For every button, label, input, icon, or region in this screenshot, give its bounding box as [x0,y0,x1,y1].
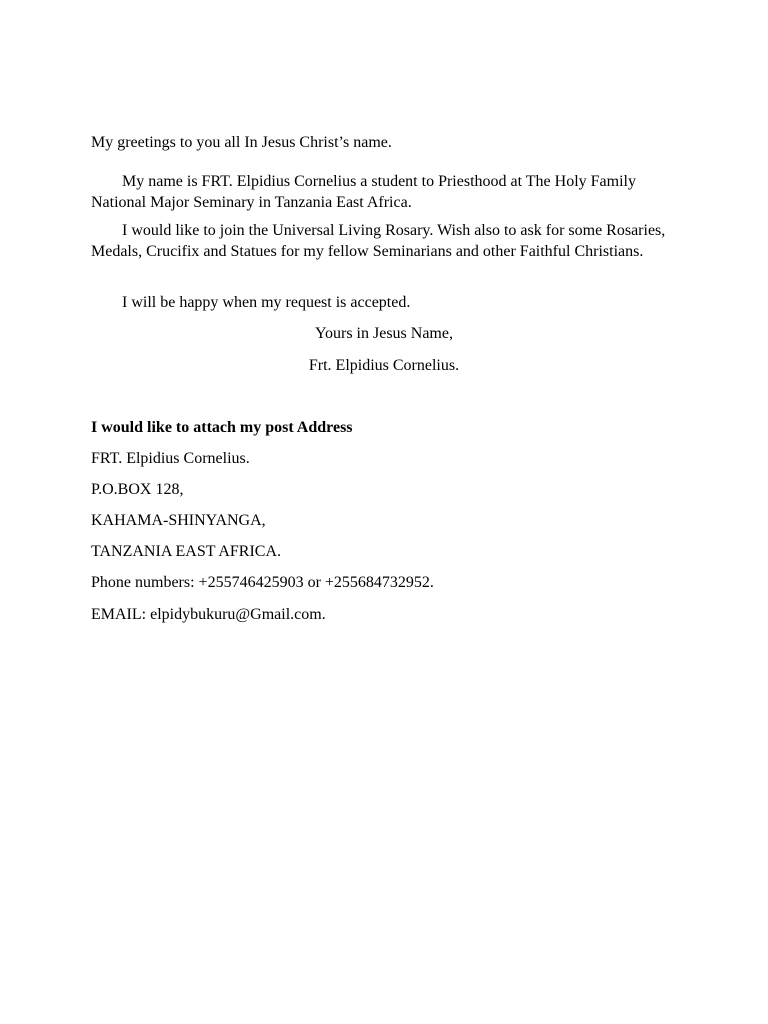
valediction: Yours in Jesus Name, [315,325,453,342]
closing-paragraph: I will be happy when my request is accepted. [122,294,411,311]
address-po-box: P.O.BOX 128, [91,481,184,498]
greeting-line: My greetings to you all In Jesus Christ’s name. [91,134,392,151]
address-email: EMAIL: elpidybukuru@Gmail.com. [91,606,326,623]
intro-paragraph: My name is FRT. Elpidius Cornelius a student to Priesthood at The Holy Family National Major Seminary in Tanzania East Africa. [91,173,636,211]
document-page [91,0,681,1024]
address-city: KAHAMA-SHINYANGA, [91,512,266,529]
address-heading: I would like to attach my post Address [91,419,353,436]
address-name: FRT. Elpidius Cornelius. [91,450,250,467]
request-paragraph: I would like to join the Universal Living Rosary. Wish also to ask for some Rosaries, Medals, Crucifix and Statues for my fellow Seminarians and other Faithful Christians. [91,222,666,260]
signature-name: Frt. Elpidius Cornelius. [308,357,460,374]
address-country: TANZANIA EAST AFRICA. [91,543,281,560]
address-phone: Phone numbers: +255746425903 or +255684732952. [91,574,434,591]
